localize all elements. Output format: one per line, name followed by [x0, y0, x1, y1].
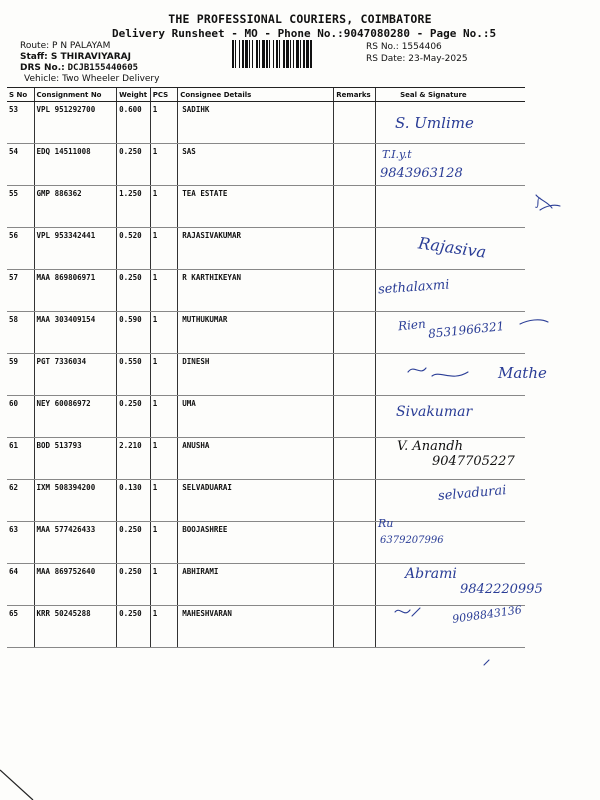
- rs-no-value: 1554406: [401, 42, 442, 52]
- row-weight: 0.130: [117, 480, 151, 522]
- row-consignee: SELVADUARAI: [178, 480, 334, 522]
- signature-61-name: V. Anandh: [397, 439, 463, 454]
- row-consignee: MAHESHVARAN: [178, 606, 334, 648]
- row-pcs: 1: [150, 228, 178, 270]
- row-consignee: BOOJASHREE: [178, 522, 334, 564]
- vehicle-label: Vehicle:: [24, 74, 60, 84]
- col-signature: Seal & Signature: [376, 88, 525, 102]
- row-consignment-no: VPL 953342441: [34, 228, 117, 270]
- row-weight: 0.550: [117, 354, 151, 396]
- col-pcs: PCS: [150, 88, 178, 102]
- signature-53: S. Umlime: [395, 114, 474, 132]
- row-consignee: MUTHUKUMAR: [178, 312, 334, 354]
- row-consignment-no: PGT 7336034: [34, 354, 117, 396]
- row-sno: 65: [7, 606, 34, 648]
- row-sno: 56: [7, 228, 34, 270]
- signature-64-name: Abrami: [405, 566, 457, 582]
- row-weight: 1.250: [117, 186, 151, 228]
- drs-label: DRS No.:: [20, 63, 65, 73]
- row-pcs: 1: [150, 102, 178, 144]
- row-consignment-no: EDQ 14511008: [34, 144, 117, 186]
- row-pcs: 1: [150, 522, 178, 564]
- row-consignee: R KARTHIKEYAN: [178, 270, 334, 312]
- row-consignment-no: BOD 513793: [34, 438, 117, 480]
- col-weight: Weight: [117, 88, 151, 102]
- signature-56: Rajasiva: [417, 233, 488, 262]
- row-consignee: SADIHK: [178, 102, 334, 144]
- row-weight: 0.250: [117, 270, 151, 312]
- row-weight: 2.210: [117, 438, 151, 480]
- row-pcs: 1: [150, 438, 178, 480]
- col-consignment: Consignment No: [34, 88, 117, 102]
- row-pcs: 1: [150, 396, 178, 438]
- row-consignee: UMA: [178, 396, 334, 438]
- row-consignment-no: VPL 951292700: [34, 102, 117, 144]
- row-weight: 0.250: [117, 522, 151, 564]
- signature-65: 9098843136: [451, 603, 523, 626]
- row-sno: 54: [7, 144, 34, 186]
- route-value: P N PALAYAM: [52, 41, 111, 51]
- row-sno: 58: [7, 312, 34, 354]
- row-sno: 64: [7, 564, 34, 606]
- row-consignment-no: NEY 60086972: [34, 396, 117, 438]
- row-pcs: 1: [150, 312, 178, 354]
- signature-60: Sivakumar: [396, 404, 473, 420]
- row-consignee: ANUSHA: [178, 438, 334, 480]
- vehicle-value: Two Wheeler Delivery: [62, 74, 160, 84]
- row-consignee: TEA ESTATE: [178, 186, 334, 228]
- row-consignee: ABHIRAMI: [178, 564, 334, 606]
- rs-no-label: RS No.:: [366, 42, 399, 52]
- row-weight: 0.590: [117, 312, 151, 354]
- signature-54-name: T.I.y.t: [382, 148, 412, 161]
- row-pcs: 1: [150, 606, 178, 648]
- signature-55: ∫: [535, 196, 541, 209]
- row-consignment-no: MAA 869752640: [34, 564, 117, 606]
- staff-value: S THIRAVIYARAJ: [50, 52, 131, 62]
- row-consignee: SAS: [178, 144, 334, 186]
- row-weight: 0.250: [117, 606, 151, 648]
- staff-label: Staff:: [20, 52, 48, 62]
- row-consignment-no: MAA 869806971: [34, 270, 117, 312]
- col-sno: S No: [7, 88, 34, 102]
- row-sno: 60: [7, 396, 34, 438]
- row-consignment-no: KRR 50245288: [34, 606, 117, 648]
- signature-59: Mathe: [498, 364, 547, 382]
- row-pcs: 1: [150, 186, 178, 228]
- row-sno: 63: [7, 522, 34, 564]
- drs-value: DCJB155440605: [67, 63, 139, 73]
- row-sno: 57: [7, 270, 34, 312]
- row-pcs: 1: [150, 270, 178, 312]
- signature-58-phone: 8531966321: [427, 319, 505, 341]
- signature-63-name: Ru: [378, 517, 394, 530]
- row-consignee: RAJASIVAKUMAR: [178, 228, 334, 270]
- row-sno: 61: [7, 438, 34, 480]
- row-sno: 55: [7, 186, 34, 228]
- row-weight: 0.250: [117, 396, 151, 438]
- row-consignment-no: GMP 886362: [34, 186, 117, 228]
- signature-58-name: Rien: [397, 316, 427, 334]
- row-weight: 0.520: [117, 228, 151, 270]
- row-sno: 62: [7, 480, 34, 522]
- rs-date-value: 23-May-2025: [408, 54, 468, 64]
- signature-54-phone: 9843963128: [380, 166, 463, 181]
- row-consignment-no: MAA 577426433: [34, 522, 117, 564]
- col-remarks: Remarks: [334, 88, 376, 102]
- row-consignment-no: MAA 303409154: [34, 312, 117, 354]
- signature-63-phone: 6379207996: [380, 535, 444, 546]
- signature-64-phone: 9842220995: [460, 582, 543, 597]
- row-consignment-no: IXM 508394200: [34, 480, 117, 522]
- row-weight: 0.250: [117, 144, 151, 186]
- row-pcs: 1: [150, 480, 178, 522]
- col-consignee: Consignee Details: [178, 88, 334, 102]
- signature-57: sethalaxmi: [377, 277, 450, 298]
- company-title: THE PROFESSIONAL COURIERS, COIMBATORE: [168, 12, 432, 26]
- row-weight: 0.600: [117, 102, 151, 144]
- row-sno: 59: [7, 354, 34, 396]
- row-consignee: DINESH: [178, 354, 334, 396]
- row-pcs: 1: [150, 354, 178, 396]
- rs-date-label: RS Date:: [366, 54, 406, 64]
- route-label: Route:: [20, 41, 50, 51]
- signature-62: selvadurai: [437, 483, 507, 504]
- row-pcs: 1: [150, 144, 178, 186]
- runsheet-subtitle: Delivery Runsheet - MO - Phone No.:9047080280 - Page No.:5: [112, 27, 497, 40]
- signature-61-phone: 9047705227: [432, 454, 515, 469]
- row-pcs: 1: [150, 564, 178, 606]
- row-weight: 0.250: [117, 564, 151, 606]
- row-sno: 53: [7, 102, 34, 144]
